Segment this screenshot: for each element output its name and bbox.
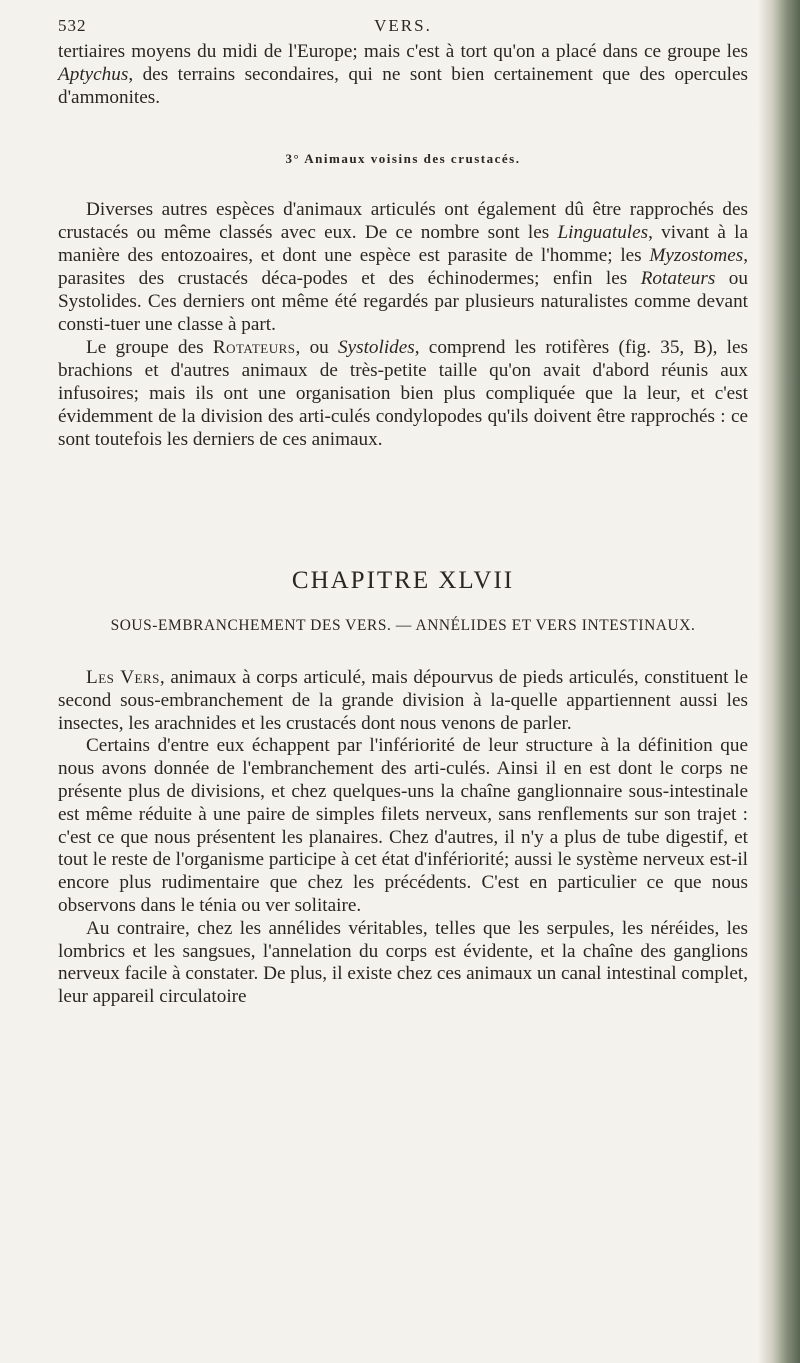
section-heading: 3° Animaux voisins des crustacés. [285,151,521,166]
chapter-subtitle: SOUS-EMBRANCHEMENT DES VERS. — ANNÉLIDES ET VERS INTESTINAUX. [110,617,696,634]
page-number: 532 [58,16,87,35]
book-page [58,14,748,1009]
paragraph-les-vers: Les Vers, animaux à corps articulé, mais dépourvus de pieds articulés, constituent le second sous-embranchement de la grande division à la-quelle appartiennent aussi les insectes, les arachnides et les crustacés dont nous venons de parler. [58,667,748,734]
book-spine-edge [758,0,800,1363]
paragraph-rotateurs: Le groupe des Rotateurs, ou Systolides, comprend les rotifères (fig. 35, B), les brachions et d'autres animaux de très-petite taille qu'on avait d'abord réunis aux infusoires; mais ils ont une organisation bien plus compliquée que la leur, et c'est évidemment de la division des arti-culés condylopodes qu'ils doivent être rapprochés : ce sont toutefois les derniers de ces animaux. [58,337,748,450]
paragraph-top: tertiaires moyens du midi de l'Europe; mais c'est à tort qu'on a placé dans ce groupe les Aptychus, des terrains secondaires, qui ne sont bien certainement que des opercules d'ammonites. [58,41,748,108]
paragraph-inferiorite: Certains d'entre eux échappent par l'infériorité de leur structure à la définition que nous avons donnée de l'embranchement des arti-culés. Ainsi il en est dont le corps ne présente plus de divisions, et chez quelques-uns la chaîne ganglionnaire sous-intestinale est même réduite à une paire de simples filets nerveux, sans renflements sur son trajet : c'est ce que nous présentent les planaires. Chez d'autres, il n'y a plus de tube digestif, et tout le reste de l'organisme participe à cet état d'infériorité; aussi le système nerveux est-il encore plus rudimentaire que chez les précédents. C'est en particulier ce que nous observons dans le ténia ou ver solitaire. [58,735,748,916]
chapter-title: CHAPITRE XLVII [291,567,515,594]
running-head [58,14,748,38]
running-title: VERS. [374,16,432,35]
paragraph-annelides: Au contraire, chez les annélides véritables, telles que les serpules, les néréides, les lombrics et les sangsues, l'annelation du corps est évidente, et la chaîne des ganglions nerveux facile à constater. De plus, il existe chez ces animaux un canal intestinal complet, leur appareil circulatoire [58,917,748,1008]
chapter-body [58,667,748,1009]
paragraph-animaux-voisins: Diverses autres espèces d'animaux articulés ont également dû être rapprochés des crustacés ou même classés avec eux. De ce nombre sont les Linguatules, vivant à la manière des entozoaires, et dont une espèce est parasite de l'homme; les Myzostomes, parasites des crustacés déca-podes et des échinodermes; enfin les Rotateurs ou Systolides. Ces derniers ont même été regardés par plusieurs naturalistes comme devant consti-tuer une classe à part. [58,199,749,335]
